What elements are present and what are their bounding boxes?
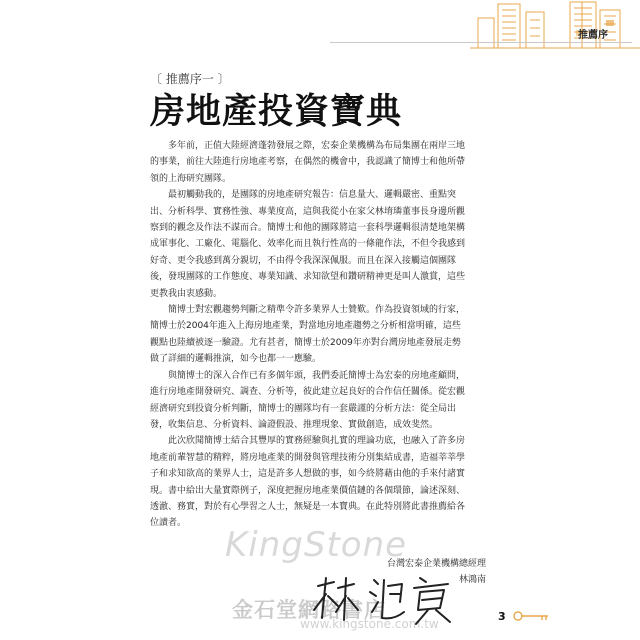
handwritten-signature bbox=[308, 572, 478, 628]
watermark-url: www.kingstone.com.tw bbox=[300, 617, 439, 631]
running-head: 推薦序 bbox=[578, 30, 608, 41]
paragraph: 簡博士對宏觀趨勢判斷之精準令許多業界人士贊歎。作為投資領域的行家，簡博士於2004年進入上海房地產業，對當地房地產趨勢之分析相當明確，這些觀點也陸續被逐一驗證。尤有甚者，簡博士於2009年亦對台灣房地產發展走勢做了詳細的邏輯推演，如今也都一一應驗。 bbox=[150, 305, 466, 365]
paragraph: 與簡博士的深入合作已有多個年頭，我們委託簡博士為宏泰的房地產顧問，進行房地產開發研究、調查、分析等，彼此建立起良好的合作信任關係。從宏觀經濟研究到投資分析判斷，簡博士的團隊均有一套嚴謹的分析方法：從全局出發，收集信息、分析資料、論證假設、推理現象、實做創造，成效斐然。 bbox=[150, 370, 466, 430]
paragraph: 此次欣聞簡博士結合其豐厚的實務經驗與扎實的理論功底，也融入了許多房地產前輩智慧的精粹，將房地產業的開發與管理技術分別集結成書，造福莘莘學子和求知欲高的業界人士，這是許多人想做的事，如今終將藉由他的手來付諸實現。書中給出大量實際例子，深度把握房地產業價值鏈的各個環節，論述深刻、透澈、務實，對於有心學習之人士，無疑是一本寶典。在此特別將此書推薦給各位讀者。 bbox=[150, 436, 466, 529]
header-divider bbox=[330, 42, 632, 43]
signer-title: 台灣宏泰企業機構總經理 bbox=[386, 559, 486, 569]
key-icon bbox=[512, 609, 552, 623]
paragraph: 最初觸動我的，是團隊的房地產研究報告：信息量大、邏輯嚴密、重點突出、分析科學、實務性強、專業度高，這與我從小在家父林堉璘董事長身邊所觀察到的觀念及作法不謀而合。簡博士和他的團隊將這一套科學邏輯很清楚地架構成軍事化、工廠化、電腦化、效率化而且執行性高的一條龍作法，不但令我感到好奇、更令我感到萬分親切，不由得令我深深佩服。而且在深入接觸這個團隊後，發現團隊的工作態度、專業知識、求知欲望和鑽研精神更是叫人激賞，這些更教我由衷感動。 bbox=[150, 190, 466, 299]
section-open-bracket: 〔 bbox=[150, 72, 163, 86]
paragraph: 多年前，正值大陸經濟蓬勃發展之際，宏泰企業機構為布局集團在兩岸三地的事業，前往大陸進行房地產考察，在偶然的機會中，我認識了簡博士和他所帶領的上海研究團隊。 bbox=[150, 141, 466, 184]
body-text bbox=[150, 138, 468, 532]
watermark-brand: KingStone bbox=[225, 525, 408, 565]
page-number: 3 bbox=[498, 610, 506, 623]
building-sketch-icon bbox=[470, 0, 640, 58]
section-label-text: 推薦序一 bbox=[165, 72, 214, 86]
section-close-bracket: 〕 bbox=[217, 72, 230, 86]
page-title: 房地產投資寶典 bbox=[150, 92, 403, 132]
signer-name: 林鴻南 bbox=[458, 575, 486, 585]
watermark-chinese: 金石堂網路書店 bbox=[232, 598, 386, 622]
